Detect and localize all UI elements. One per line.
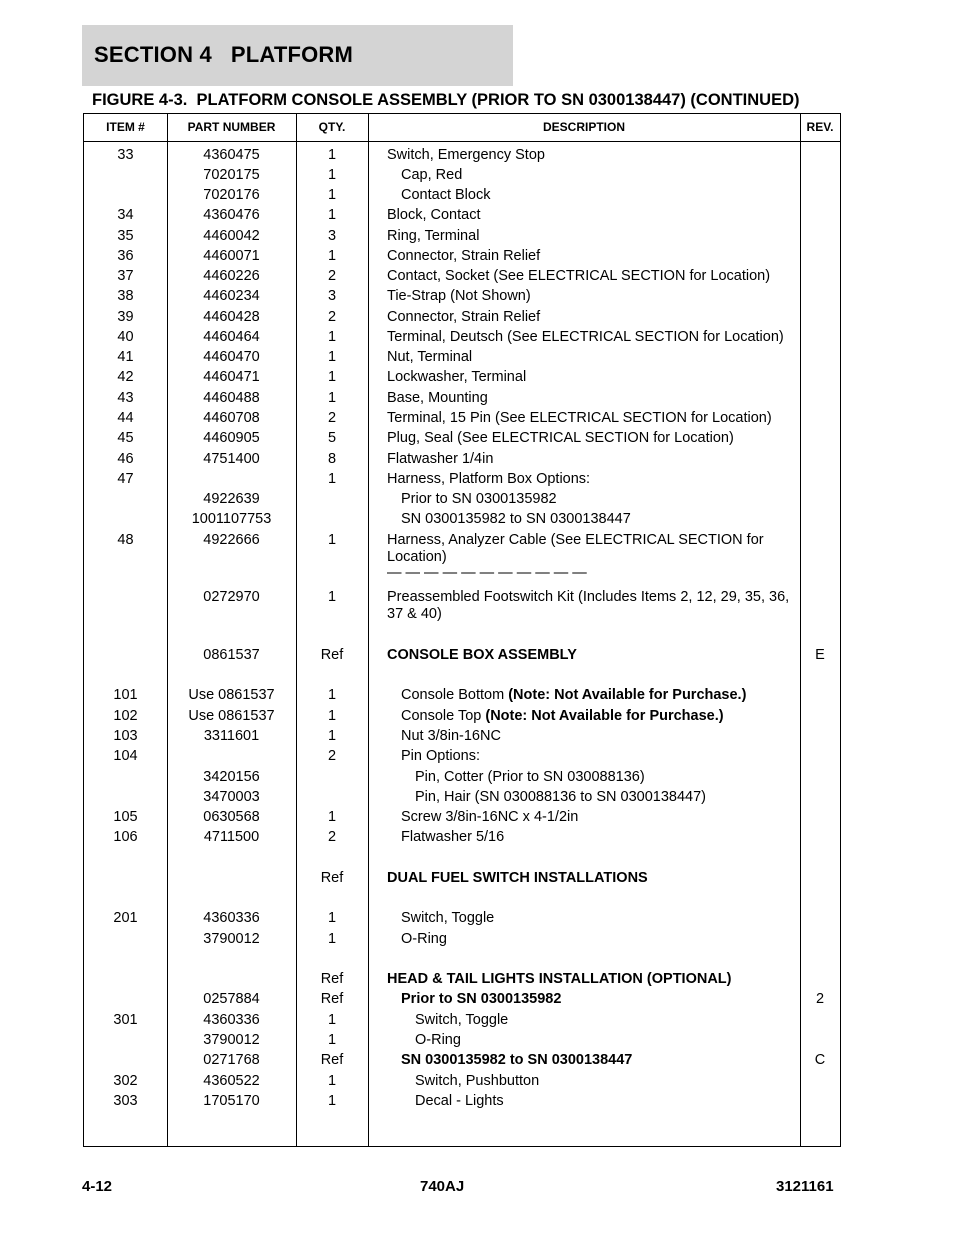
cell-item: 34 [117,207,134,223]
cell-desc: Contact Block [401,187,491,203]
cell-desc: Prior to SN 0300135982 [401,491,557,507]
cell-part: 1001107753 [191,511,272,527]
cell-item: 103 [113,728,138,744]
cell-desc: Contact, Socket (See ELECTRICAL SECTION for Location) [387,268,771,284]
header-part-number: PART NUMBER [187,120,276,134]
cell-qty: 1 [327,1093,337,1109]
cell-part: 4460471 [203,369,260,385]
cell-part: 4360522 [203,1073,260,1089]
cell-part: 4460708 [203,410,260,426]
cell-qty: Ref [320,971,344,987]
cell-desc: Flatwasher 1/4in [387,451,494,467]
cell-desc: Prior to SN 0300135982 [401,991,562,1007]
parts-table [83,113,841,1147]
cell-qty: 3 [327,288,337,304]
cell-part: 0271768 [203,1052,260,1068]
cell-item: 106 [113,829,138,845]
cell-item: 42 [117,369,134,385]
cell-qty: 1 [327,349,337,365]
cell-qty: 1 [327,369,337,385]
cell-qty: 1 [327,931,337,947]
purchase-note: (Note: Not Available for Purchase.) [508,687,747,703]
cell-part: 4751400 [203,451,260,467]
cell-desc: Switch, Emergency Stop [387,147,545,163]
cell-desc: O-Ring [415,1032,461,1048]
cell-desc: Nut, Terminal [387,349,473,365]
cell-desc: Nut 3/8in-16NC [401,728,501,744]
cell-desc: — — — — — — — — — — — [387,565,587,581]
section-title: SECTION 4 PLATFORM [94,42,354,67]
cell-desc: Terminal, Deutsch (See ELECTRICAL SECTION for Location) [387,329,784,345]
cell-part: 0630568 [203,809,260,825]
cell-qty: 1 [327,728,337,744]
cell-desc: Ring, Terminal [387,228,480,244]
cell-qty: 1 [327,147,337,163]
cell-part: 4460042 [203,228,260,244]
cell-part: 4460470 [203,349,260,365]
cell-desc: Plug, Seal (See ELECTRICAL SECTION for Location) [387,430,734,446]
cell-qty: Ref [320,991,344,1007]
cell-part: 4360476 [203,207,260,223]
figure-title: FIGURE 4-3. PLATFORM CONSOLE ASSEMBLY (PRIOR TO SN 0300138447) (CONTINUED) [92,91,800,109]
cell-desc: Screw 3/8in-16NC x 4-1/2in [401,809,579,825]
cell-qty: 1 [327,532,337,548]
cell-desc: Connector, Strain Relief [387,309,541,325]
cell-qty: 2 [327,748,337,764]
cell-desc: Pin, Hair (SN 030088136 to SN 0300138447) [415,789,706,805]
cell-desc: Lockwasher, Terminal [387,369,527,385]
cell-qty: 1 [327,471,337,487]
cell-desc: HEAD & TAIL LIGHTS INSTALLATION (OPTIONAL) [387,971,732,987]
cell-item: 105 [113,809,138,825]
cell-qty: 1 [327,207,337,223]
cell-desc [387,687,813,703]
cell-qty: 1 [327,1032,337,1048]
cell-item: 101 [113,687,138,703]
cell-item: 302 [113,1073,138,1089]
cell-part: 0257884 [203,991,260,1007]
cell-desc: SN 0300135982 to SN 0300138447 [401,1052,633,1068]
cell-rev: 2 [815,991,825,1007]
cell-qty: 2 [327,268,337,284]
cell-rev: E [815,647,825,663]
cell-qty: 1 [327,248,337,264]
cell-qty: 1 [327,390,337,406]
cell-desc: Preassembled Footswitch Kit (Includes Items 2, 12, 29, 35, 36, 37 & 40) [387,589,790,622]
cell-part: 4460428 [203,309,260,325]
cell-desc [387,708,813,724]
cell-desc: DUAL FUEL SWITCH INSTALLATIONS [387,870,648,886]
cell-item: 35 [117,228,134,244]
desc-text: Console Top [401,708,486,724]
cell-desc: Switch, Toggle [415,1012,509,1028]
cell-part: 7020176 [203,187,260,203]
cell-desc: Decal - Lights [415,1093,504,1109]
cell-qty: Ref [320,1052,344,1068]
cell-item: 41 [117,349,134,365]
cell-qty: 3 [327,228,337,244]
cell-desc: Switch, Toggle [401,910,495,926]
cell-part: Use 0861537 [188,687,275,703]
cell-desc: Pin, Cotter (Prior to SN 030088136) [415,769,645,785]
cell-part: 4460234 [203,288,260,304]
cell-item: 303 [113,1093,138,1109]
purchase-note: (Note: Not Available for Purchase.) [485,708,724,724]
cell-desc: Cap, Red [401,167,463,183]
footer-model: 740AJ [420,1178,465,1195]
cell-item: 37 [117,268,134,284]
cell-part: 4922639 [203,491,260,507]
cell-part: 3790012 [203,1032,260,1048]
cell-desc: Harness, Platform Box Options: [387,471,591,487]
cell-part: 0861537 [203,647,260,663]
cell-item: 102 [113,708,138,724]
cell-qty: 2 [327,410,337,426]
cell-qty: 1 [327,809,337,825]
cell-item: 47 [117,471,134,487]
cell-item: 43 [117,390,134,406]
cell-item: 33 [117,147,134,163]
cell-item: 36 [117,248,134,264]
cell-part: 4460071 [203,248,260,264]
cell-part: 4711500 [203,829,260,845]
cell-part: 4460226 [203,268,260,284]
cell-desc: Switch, Pushbutton [415,1073,540,1089]
header-rev: REV. [806,120,834,134]
cell-part: 1705170 [203,1093,260,1109]
section-header-band [82,25,513,86]
cell-desc: Base, Mounting [387,390,488,406]
cell-desc: CONSOLE BOX ASSEMBLY [387,647,577,663]
cell-qty: 1 [327,708,337,724]
cell-qty: 1 [327,910,337,926]
cell-item: 46 [117,451,134,467]
cell-item: 38 [117,288,134,304]
table-header-row [84,114,840,142]
cell-qty: 2 [327,309,337,325]
cell-part: 4460464 [203,329,260,345]
cell-part: 4460488 [203,390,260,406]
footer-doc-number: 3121161 [776,1178,834,1195]
cell-part: 4360475 [203,147,260,163]
cell-desc: Harness, Analyzer Cable (See ELECTRICAL SECTION for Location) [387,532,764,565]
cell-desc: Flatwasher 5/16 [401,829,505,845]
cell-qty: 1 [327,589,337,605]
desc-text: Console Bottom [401,687,509,703]
cell-part: 0272970 [203,589,260,605]
cell-part: 3790012 [203,931,260,947]
cell-qty: Ref [320,647,344,663]
cell-qty: 1 [327,167,337,183]
cell-rev: C [814,1052,826,1068]
cell-qty: 1 [327,329,337,345]
cell-qty: 1 [327,1073,337,1089]
cell-part: Use 0861537 [188,708,275,724]
cell-qty: 1 [327,687,337,703]
cell-item: 301 [113,1012,138,1028]
cell-item: 40 [117,329,134,345]
cell-part: 4360336 [203,1012,260,1028]
cell-qty: 1 [327,187,337,203]
cell-desc: O-Ring [401,931,447,947]
cell-desc: Connector, Strain Relief [387,248,541,264]
cell-qty: Ref [320,870,344,886]
cell-item: 104 [113,748,138,764]
cell-item: 39 [117,309,134,325]
cell-desc: Block, Contact [387,207,481,223]
cell-part: 3420156 [203,769,260,785]
footer-page-number: 4-12 [82,1178,113,1195]
cell-item: 44 [117,410,134,426]
header-item: ITEM # [106,120,145,134]
cell-desc: Terminal, 15 Pin (See ELECTRICAL SECTION for Location) [387,410,772,426]
cell-qty: 2 [327,829,337,845]
cell-part: 3311601 [203,728,260,744]
cell-item: 201 [113,910,138,926]
cell-part: 7020175 [203,167,260,183]
cell-desc: Tie-Strap (Not Shown) [387,288,531,304]
cell-item: 48 [117,532,134,548]
cell-part: 4922666 [203,532,260,548]
cell-desc: SN 0300135982 to SN 0300138447 [401,511,631,527]
cell-part: 4460905 [203,430,260,446]
cell-part: 3470003 [203,789,260,805]
cell-qty: 5 [327,430,337,446]
cell-desc: Pin Options: [401,748,480,764]
header-description: DESCRIPTION [542,120,625,134]
cell-qty: 1 [327,1012,337,1028]
cell-item: 45 [117,430,134,446]
cell-part: 4360336 [203,910,260,926]
cell-qty: 8 [327,451,337,467]
column-divider [368,114,369,1146]
header-qty: QTY. [318,120,346,134]
